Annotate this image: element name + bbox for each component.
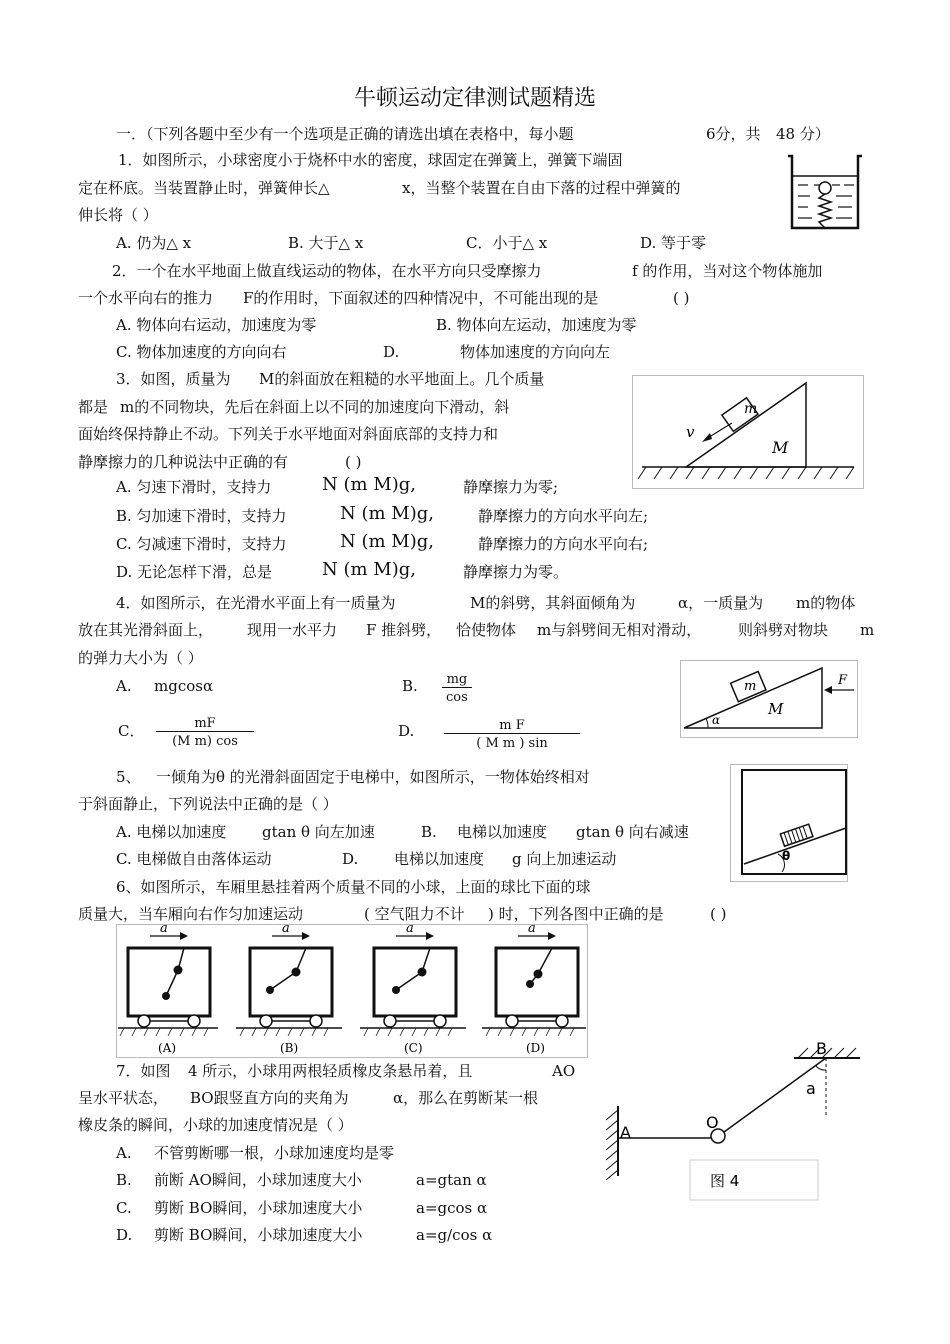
q3-line1a: 3．如图，质量为 <box>116 370 231 388</box>
q7-option-b-text: 前断 AO瞬间，小球加速度大小 <box>154 1171 362 1189</box>
lower-ball <box>162 992 170 1000</box>
upper-ball <box>534 970 543 979</box>
q7-option-c-formula: a=gcos α <box>416 1199 488 1217</box>
section-heading: 一．（下列各题中至少有一个选项是正确的请选出填在表格中，每小题 <box>116 125 574 143</box>
q7-option-c-label: C. <box>116 1199 132 1217</box>
car-accel-label: a <box>406 921 414 936</box>
q6-line2b: ( 空气阻力不计 <box>364 905 465 923</box>
q7-option-b-formula: a=gtan α <box>416 1171 487 1189</box>
q3-line2a: 都是 <box>78 398 109 416</box>
q2-option-b: B. 物体向左运动，加速度为零 <box>436 316 637 334</box>
q4-option-b-denominator: cos <box>446 690 468 705</box>
q5-option-b-formula: gtan θ 向右减速 <box>576 823 689 841</box>
car-caption: (D) <box>526 1041 545 1055</box>
q2-option-a: A. 物体向右运动，加速度为零 <box>116 316 317 334</box>
q3-option-c-label: C. 匀减速下滑时，支持力 <box>116 535 287 553</box>
q4-option-d-fraction <box>444 718 580 751</box>
q7-line3: 橡皮条的瞬间，小球的加速度情况是（ ） <box>78 1116 353 1134</box>
q2-option-d-text: 物体加速度的方向向左 <box>460 343 611 361</box>
q3-line2b: m的不同物块，先后在斜面上以不同的加速度向下滑动，斜 <box>120 398 510 416</box>
car-caption: (C) <box>404 1041 423 1055</box>
q1-option-a: A. 仍为△ x <box>116 234 192 252</box>
q1-line3: 伸长将（ ） <box>78 206 158 224</box>
fig-q7-A-label: A <box>620 1123 631 1142</box>
q4-option-a-value: mgcosα <box>154 677 214 695</box>
q1-option-b: B. 大于△ x <box>288 234 364 252</box>
q4-line3: 的弹力大小为（ ） <box>78 649 203 667</box>
q4-option-c-denominator: (M m) cos <box>172 734 238 749</box>
q7-option-d-formula: a=g/cos α <box>416 1226 493 1244</box>
fig-q3-M-label: M <box>772 438 789 457</box>
upper-ball <box>292 968 301 977</box>
q3-option-c-tail: 静摩擦力的方向水平向右; <box>478 535 649 553</box>
q6-line2c: ) 时，下列各图中正确的是 <box>488 905 664 923</box>
q5-option-b-text: 电梯以加速度 <box>457 823 548 841</box>
section-score-a: 6分，共 <box>706 125 761 143</box>
q1-line2b: x，当整个装置在自由下落的过程中弹簧的 <box>402 179 681 197</box>
q3-option-a-formula: N (m M)g, <box>322 474 416 495</box>
q3-option-c-formula: N (m M)g, <box>340 531 434 552</box>
q5-line1a: 5、 <box>116 768 141 786</box>
q4-line1d: m的物体 <box>796 594 856 612</box>
upper-ball <box>418 968 427 977</box>
lower-ball <box>526 980 534 988</box>
q4-option-c-numerator: mF <box>156 716 254 732</box>
q6-line1: 6、如图所示，车厢里悬挂着两个质量不同的小球，上面的球比下面的球 <box>116 878 591 896</box>
q7-line2a: 呈水平状态， <box>78 1089 169 1107</box>
q4-option-d-numerator: m F <box>444 718 580 734</box>
q2-line1b: f 的作用，当对这个物体施加 <box>632 262 823 280</box>
q4-option-a-label: A. <box>116 677 132 695</box>
q4-option-c-fraction <box>156 716 254 749</box>
q1-line2a: 定在杯底。当装置静止时，弹簧伸长△ <box>78 179 330 197</box>
q7-line1b: 4 所示，小球用两根轻质橡皮条悬吊着，且 <box>188 1062 473 1080</box>
q3-line4a: 静摩擦力的几种说法中正确的有 <box>78 453 289 471</box>
q4-option-b-numerator: mg <box>442 672 472 688</box>
upper-ball <box>174 966 183 975</box>
q7-option-d-text: 剪断 BO瞬间，小球加速度大小 <box>154 1226 363 1244</box>
fig-q7-O-label: O <box>706 1113 719 1132</box>
q5-option-b-label: B. <box>421 823 437 841</box>
q4-option-c-label: C． <box>118 722 145 740</box>
q2-line1a: 2．一个在水平地面上做直线运动的物体，在水平方向只受摩擦力 <box>112 262 542 280</box>
q5-option-d-formula: g 向上加速运动 <box>512 850 617 868</box>
fig-q3-m-label: m <box>744 401 758 417</box>
fig-q5-theta-label: θ <box>782 849 791 863</box>
q3-line1b: M的斜面放在粗糙的水平地面上。几个质量 <box>259 370 545 388</box>
car-caption: (B) <box>280 1041 299 1055</box>
q7-option-a-label: A. <box>116 1144 132 1162</box>
q4-line1a: 4．如图所示，在光滑水平面上有一质量为 <box>116 594 396 612</box>
q4-option-b-fraction <box>442 672 472 705</box>
page-title: 牛顿运动定律测试题精选 <box>353 86 596 111</box>
q3-option-b-formula: N (m M)g, <box>340 503 434 524</box>
fig-q7-a-label: a <box>806 1079 816 1098</box>
incline-block-figure <box>632 375 864 489</box>
q7-line2b: BO跟竖直方向的夹角为 <box>190 1089 349 1107</box>
q5-line1b: 一倾角为θ 的光滑斜面固定于电梯中，如图所示，一物体始终相对 <box>156 768 590 786</box>
cars-figure <box>116 921 588 1058</box>
q4-line2g: m <box>860 621 875 639</box>
q3-line4b: ( ) <box>345 453 362 471</box>
q2-option-d-label: D. <box>383 343 400 361</box>
q5-option-c: C. 电梯做自由落体运动 <box>116 850 272 868</box>
car-d <box>496 921 578 1055</box>
q5-line2: 于斜面静止，下列说法中正确的是（ ） <box>78 795 338 813</box>
q7-line2c: α，那么在剪断某一根 <box>393 1089 539 1107</box>
q1-option-c: C．小于△ x <box>466 234 548 252</box>
q2-line2a: 一个水平向右的推力 <box>78 289 214 307</box>
q4-line2b: 现用一水平力 <box>247 621 338 639</box>
q3-option-d-tail: 静摩擦力为零。 <box>463 563 569 581</box>
car-caption: (A) <box>158 1041 177 1055</box>
car-accel-label: a <box>160 921 168 936</box>
fig-q4-alpha-label: α <box>712 713 721 727</box>
q4-line2d: 恰使物体 <box>456 621 517 639</box>
q3-option-a-label: A. 匀速下滑时，支持力 <box>116 478 272 496</box>
q4-line2e: m与斜劈间无相对滑动， <box>537 621 702 639</box>
fig-q3-v-label: v <box>686 423 695 441</box>
elevator-incline-figure <box>730 764 848 882</box>
q4-line1b: M的斜劈，其斜面倾角为 <box>470 594 636 612</box>
q6-line2d: ( ) <box>710 905 727 923</box>
q3-option-a-tail: 静摩擦力为零; <box>463 478 559 496</box>
lower-ball <box>392 986 400 994</box>
q4-option-d-denominator: ( M m ) sin <box>476 736 548 751</box>
car-accel-label: a <box>282 921 290 936</box>
q3-line3: 面始终保持静止不动。下列关于水平地面对斜面底部的支持力和 <box>78 425 499 443</box>
q5-option-a: A. 电梯以加速度 <box>116 823 227 841</box>
q2-line2c: ( ) <box>673 289 690 307</box>
lower-ball <box>266 986 274 994</box>
car-c <box>374 921 456 1055</box>
q3-option-b-tail: 静摩擦力的方向水平向左; <box>478 507 649 525</box>
q4-line2a: 放在其光滑斜面上， <box>78 621 214 639</box>
q4-line2c: F 推斜劈， <box>366 621 442 639</box>
q7-line1c: AO <box>552 1062 576 1080</box>
q5-option-a-formula: gtan θ 向左加速 <box>262 823 375 841</box>
fig-q7-caption: 图 4 <box>710 1172 740 1190</box>
fig-q4-m-label: m <box>744 679 757 694</box>
rubber-band-figure <box>598 1036 862 1202</box>
beaker-figure <box>782 152 868 232</box>
q7-option-a-text: 不管剪断哪一根，小球加速度均是零 <box>154 1144 395 1162</box>
q3-option-b-label: B. 匀加速下滑时，支持力 <box>116 507 287 525</box>
fig-q4-M-label: M <box>768 700 784 718</box>
q2-line2b: F的作用时，下面叙述的四种情况中，不可能出现的是 <box>243 289 599 307</box>
q2-option-c: C. 物体加速度的方向向右 <box>116 343 287 361</box>
section-score-b: 48 分） <box>776 125 830 143</box>
car-accel-label: a <box>528 921 536 936</box>
q4-line1c: α，一质量为 <box>678 594 764 612</box>
q4-option-b-label: B. <box>402 677 418 695</box>
q4-line2f: 则斜劈对物块 <box>738 621 829 639</box>
fig-q7-B-label: B <box>816 1039 827 1058</box>
q6-line2a: 质量大，当车厢向右作匀加速运动 <box>78 905 304 923</box>
q3-option-d-formula: N (m M)g, <box>322 559 416 580</box>
q5-option-d-text: 电梯以加速度 <box>394 850 485 868</box>
fig-q4-F-label: F <box>838 673 848 688</box>
q4-option-d-label: D. <box>398 722 415 740</box>
q5-option-d-label: D. <box>342 850 359 868</box>
q7-option-b-label: B. <box>116 1171 132 1189</box>
q7-line1a: 7．如图 <box>116 1062 171 1080</box>
car-a <box>128 921 210 1055</box>
car-b <box>250 921 332 1055</box>
q7-option-c-text: 剪断 BO瞬间，小球加速度大小 <box>154 1199 363 1217</box>
wedge-figure <box>680 660 858 738</box>
q7-option-d-label: D. <box>116 1226 133 1244</box>
q1-option-d: D. 等于零 <box>640 234 707 252</box>
q1-line1: 1．如图所示，小球密度小于烧杯中水的密度，球固定在弹簧上，弹簧下端固 <box>118 151 623 169</box>
q3-option-d-label: D. 无论怎样下滑，总是 <box>116 563 273 581</box>
